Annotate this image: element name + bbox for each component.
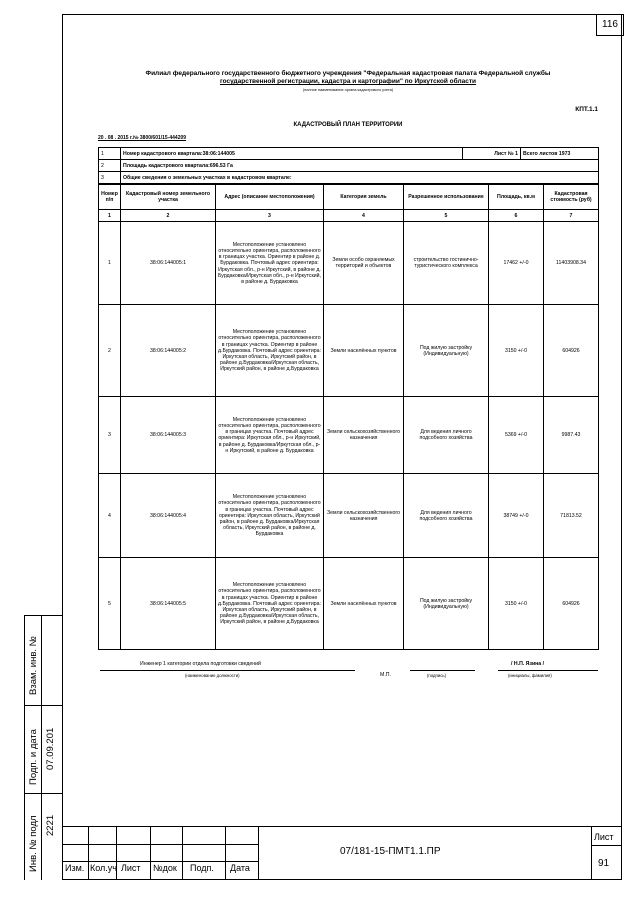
frame-right: [621, 14, 622, 880]
stamp-col-label: №док: [153, 863, 177, 873]
org-line-2: государственной регистрации, кадастра и картографии" по Иркутской области: [219, 78, 477, 86]
cell-address: Местоположение установлено относительно ориентира, расположенного в границах участка. Ориентир в районе д. Бурдаковка. Почтовый адрес ориентира: Иркутская обл., р-н Иркутский, в районе д. Бурдаковка/Иркутская обл., р-н Иркутский, в районе д. Бурдаковка: [216, 222, 324, 305]
parcels-table: [98, 184, 599, 650]
col-number: 1: [99, 210, 121, 222]
cell-area: 38749 +/-0: [489, 474, 544, 558]
side-stamp-border: [24, 615, 25, 880]
signer-name: / Н.П. Язина /: [511, 661, 545, 667]
cell-area: 5369 +/-0: [489, 397, 544, 474]
col-number: 7: [544, 210, 599, 222]
stamp-place: М.П.: [380, 672, 391, 678]
stamp-border: [62, 844, 258, 845]
column-numbers-row: [99, 210, 599, 222]
col-header: Номер п/п: [99, 185, 121, 210]
sign-note: (подпись): [427, 673, 447, 678]
side-stamp-border: [24, 615, 62, 616]
cell-category: Земли сельскохозяйственного назначения: [324, 474, 404, 558]
info-num: 3: [99, 172, 121, 184]
cell-cost: 604926: [544, 305, 599, 397]
general-info: Общие сведения о земельных участках в кадастровом квартале:: [121, 172, 599, 184]
document-code: 07/181-15-ПМТ1.1.ПР: [340, 846, 441, 857]
cell-cost: 11403908.34: [544, 222, 599, 305]
cell-category: Земли особо охраняемых территорий и объектов: [324, 222, 404, 305]
stamp-border: [62, 861, 258, 862]
inv-podl-label: Инв. № подл: [28, 815, 39, 872]
info-num: 1: [99, 148, 121, 160]
signer-position: Инженер 1 категории отдела подготовки сведений: [140, 661, 261, 667]
cell-area: 17462 +/-0: [489, 222, 544, 305]
stamp-border: [591, 845, 622, 846]
podp-date-value: 07.09.201: [45, 727, 56, 770]
col-header: Кадастровая стоимость (руб): [544, 185, 599, 210]
form-code: КПТ.1.1: [575, 106, 598, 114]
cell-cadastral: 38:06:144005:5: [121, 558, 216, 650]
table-row: [99, 474, 599, 558]
cell-num: 2: [99, 305, 121, 397]
cell-category: Земли сельскохозяйственного назначения: [324, 397, 404, 474]
stamp-col-label: Подп.: [190, 863, 214, 873]
stamp-border: [88, 826, 89, 880]
frame-left: [62, 14, 63, 880]
stamp-col-label: Лист: [121, 863, 141, 873]
registration-line: 20 . 08 . 2015 г.№ 3800/601/15-444209: [98, 135, 187, 142]
side-stamp-border: [24, 793, 62, 794]
cadastral-plan: [98, 70, 598, 650]
info-row: [99, 172, 599, 184]
quarter-area: Площадь кадастрового квартала:696.53 Га: [121, 160, 599, 172]
cell-cadastral: 38:06:144005:1: [121, 222, 216, 305]
signature-underline: [100, 670, 355, 671]
vzam-inv-label: Взам. инв. №: [28, 636, 39, 695]
cell-use: Для ведения личного подсобного хозяйства: [404, 474, 489, 558]
signature-underline: [410, 670, 475, 671]
col-number: 6: [489, 210, 544, 222]
info-row: [99, 160, 599, 172]
stamp-border: [150, 826, 151, 880]
cell-num: 5: [99, 558, 121, 650]
info-num: 2: [99, 160, 121, 172]
table-row: [99, 558, 599, 650]
cell-address: Местоположение установлено относительно ориентира, расположенного в границах участка. Почтовый адрес ориентира: Иркутская область, Иркутский район, в районе д. Бурдаковка/Иркутская область, Иркутский район, в районе д. Бурдаковка: [216, 474, 324, 558]
info-row: [99, 148, 599, 160]
page-number: 116: [596, 14, 624, 36]
col-number: 5: [404, 210, 489, 222]
cell-address: Местоположение установлено относительно ориентира, расположенного в границах участка. Почтовый адрес ориентира: Иркутская обл., р-н Иркутский, в районе д. Бурдаковка/Иркутская обл., р-н Иркутский, в районе д. Бурдаковка: [216, 397, 324, 474]
cell-num: 3: [99, 397, 121, 474]
table-row: [99, 397, 599, 474]
quarter-number: Номер кадастрового квартала:38:06:144005: [121, 148, 463, 160]
stamp-col-label: Изм.: [65, 863, 85, 873]
cell-category: Земли населённых пунктов: [324, 558, 404, 650]
org-line-1: Филиал федерального государственного бюджетного учреждения "Федеральная кадастровая палата Федеральной службы: [145, 70, 551, 77]
col-number: 2: [121, 210, 216, 222]
info-table: [98, 147, 599, 184]
stamp-border: [62, 826, 622, 827]
col-header: Кадастровый номер земельного участка: [121, 185, 216, 210]
cell-cost: 604926: [544, 558, 599, 650]
org-note: (полное наименование органа кадастрового учета): [302, 87, 394, 92]
cell-cost: 71813.52: [544, 474, 599, 558]
stamp-border: [258, 826, 259, 880]
cell-num: 1: [99, 222, 121, 305]
cell-address: Местоположение установлено относительно ориентира, расположенного в границах участка. Ориентир в районе д.Бурдаковка. Почтовый адрес ориентира: Иркутская область, Иркутский район, в районе д.Бурдаковка/Иркутская область, Иркутский район, в районе д.Бурдаковка: [216, 558, 324, 650]
col-header: Категория земель: [324, 185, 404, 210]
cell-area: 3150 +/-0: [489, 305, 544, 397]
table-row: [99, 305, 599, 397]
org-title: [98, 70, 598, 87]
sheet-total: Всего листов 1973: [521, 148, 599, 160]
sheet-number: Лист № 1: [463, 148, 521, 160]
cell-cadastral: 38:06:144005:4: [121, 474, 216, 558]
podp-date-label: Подп. и дата: [28, 729, 39, 785]
table-header-row: [99, 185, 599, 210]
frame-bottom: [62, 879, 622, 880]
cell-use: Для ведения личного подсобного хозяйства: [404, 397, 489, 474]
cell-use: Под жилую застройку (Индивидуальную): [404, 558, 489, 650]
name-note: (инициалы, фамилия): [508, 673, 552, 678]
cell-num: 4: [99, 474, 121, 558]
cell-category: Земли населённых пунктов: [324, 305, 404, 397]
cell-use: Под жилую застройку (Индивидуальную): [404, 305, 489, 397]
plan-title: КАДАСТРОВЫЙ ПЛАН ТЕРРИТОРИИ: [293, 122, 403, 129]
col-number: 4: [324, 210, 404, 222]
col-header: Площадь, кв.м: [489, 185, 544, 210]
stamp-border: [182, 826, 183, 880]
position-note: (наименование должности): [185, 673, 240, 678]
cell-cadastral: 38:06:144005:3: [121, 397, 216, 474]
side-stamp-border: [24, 705, 62, 706]
col-header: Адрес (описание местоположения): [216, 185, 324, 210]
inv-podl-value: 2221: [45, 814, 56, 836]
col-header: Разрешенное использование: [404, 185, 489, 210]
stamp-col-label: Кол.уч: [90, 863, 117, 873]
cell-cadastral: 38:06:144005:2: [121, 305, 216, 397]
cell-address: Местоположение установлено относительно ориентира, расположенного в границах участка. Ориентир в районе д.Бурдаковка. Почтовый адрес ориентира: Иркутская область, Иркутский район, в районе д.Бурдаковка/Иркутская область, Иркутский район, в районе д.Бурдаковка: [216, 305, 324, 397]
stamp-border: [591, 826, 592, 880]
col-number: 3: [216, 210, 324, 222]
sheet-label: Лист: [594, 832, 614, 842]
side-stamp-border: [41, 615, 42, 880]
stamp-border: [225, 826, 226, 880]
stamp-col-label: Дата: [230, 863, 250, 873]
sheet-number-value: 91: [598, 858, 610, 869]
cell-use: строительство гостинично-туристического комплекса: [404, 222, 489, 305]
cell-area: 3150 +/-0: [489, 558, 544, 650]
signature-underline: [498, 670, 598, 671]
frame-top: [62, 14, 622, 15]
cell-cost: 9987.43: [544, 397, 599, 474]
table-row: [99, 222, 599, 305]
